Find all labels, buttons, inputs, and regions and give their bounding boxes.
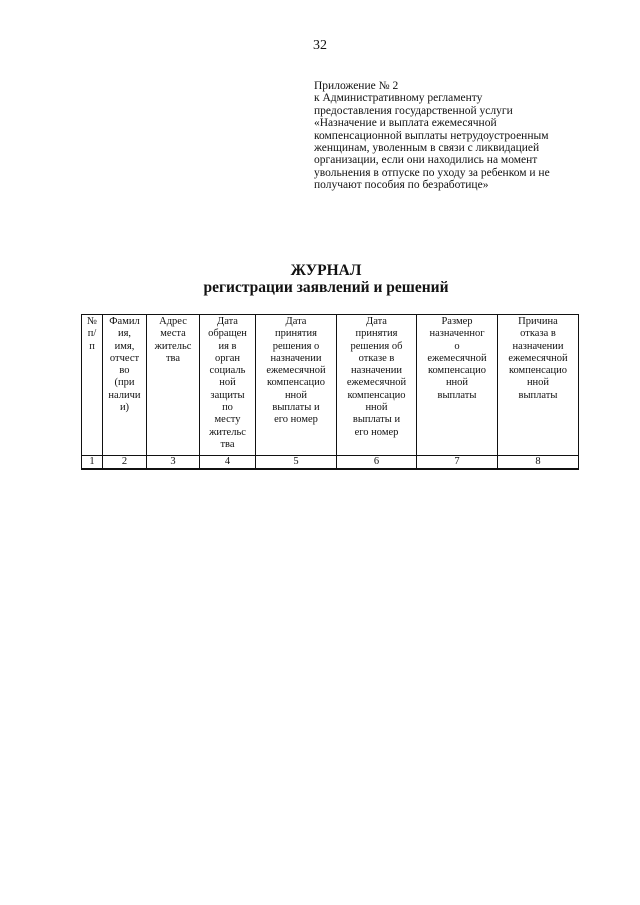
column-number: 4	[200, 456, 256, 470]
column-header-line: и)	[119, 402, 130, 414]
column-number: 1	[82, 456, 103, 470]
appendix-note	[314, 80, 604, 192]
column-header-line: Размер	[441, 316, 473, 327]
column-header-line: ежемесячной	[346, 377, 407, 389]
column-header-line: выплаты и	[352, 414, 401, 426]
column-header-line: ежемесячной	[427, 352, 487, 364]
column-header-line: о	[454, 340, 460, 352]
column-header-line: Дата	[217, 316, 238, 327]
column-header-line: выплаты	[437, 389, 477, 401]
column-header-line: принятия	[355, 328, 398, 340]
column-header-line: компенсацио	[427, 365, 487, 377]
column-header-line: назначении	[270, 352, 322, 364]
column-header-line: социаль	[209, 365, 246, 377]
column-header-line: Адрес	[159, 316, 187, 327]
column-header-line: решения о	[272, 340, 320, 352]
column-number: 5	[256, 456, 337, 470]
column-header-line: жительс	[154, 340, 192, 352]
column-header-line: (при	[114, 377, 135, 389]
column-header-line: ия,	[117, 328, 132, 340]
register-table	[81, 314, 579, 470]
column-header	[103, 315, 147, 456]
appendix-line: увольнения в отпуске по уходу за ребенком и не	[314, 166, 550, 179]
column-header-line: тва	[165, 352, 181, 364]
column-header-line: назначении	[512, 340, 564, 352]
column-header-line: ежемесячной	[266, 365, 326, 377]
column-header-line: компенсацио	[266, 377, 326, 389]
column-number: 2	[103, 456, 147, 470]
column-header-line: тва	[220, 438, 235, 450]
column-header-line: наличи	[108, 389, 141, 401]
column-header	[417, 315, 498, 456]
column-header	[200, 315, 256, 456]
column-header-line: №	[86, 316, 98, 327]
column-header-line: обращен	[208, 328, 247, 340]
column-header-line: отказа в	[520, 328, 556, 340]
column-header-line: выплаты и	[272, 402, 320, 414]
column-number: 7	[417, 456, 498, 470]
journal-heading	[0, 262, 640, 296]
column-header	[256, 315, 337, 456]
column-number-row	[82, 456, 579, 470]
column-header-line: имя,	[114, 340, 135, 352]
column-header-line: отчест	[109, 352, 140, 364]
column-header	[82, 315, 103, 456]
column-header-line: его номер	[274, 414, 318, 426]
column-header-line: Дата	[366, 316, 387, 327]
column-header-line: назначении	[350, 365, 403, 377]
page-number: 32	[313, 38, 327, 53]
journal-subtitle: регистрации заявлений и решений	[203, 279, 449, 296]
column-header-line: места	[160, 328, 186, 340]
column-header-line: орган	[214, 352, 241, 364]
appendix-line: компенсационной выплаты нетрудоустроенным	[314, 129, 549, 142]
appendix-line: организации, если они находились на момент	[314, 154, 538, 167]
column-header-line: во	[119, 365, 130, 377]
column-header-line: принятия	[275, 328, 317, 340]
appendix-line: предоставления государственной услуги	[314, 104, 513, 117]
column-header-line: Фамил	[109, 316, 140, 327]
table-header-row	[82, 315, 579, 456]
column-number: 3	[147, 456, 200, 470]
column-header-line: п	[89, 340, 95, 352]
column-header-line: ежемесячной	[508, 352, 568, 364]
appendix-line: женщинам, уволенным в связи с ликвидацией	[314, 142, 540, 155]
appendix-line: Приложение № 2	[314, 80, 399, 92]
column-header-line: назначенног	[429, 328, 485, 340]
column-header-line: нной	[445, 377, 469, 389]
column-number: 8	[498, 456, 579, 470]
appendix-line: к Административному регламенту	[314, 92, 483, 105]
column-header-line: защиты	[210, 389, 245, 401]
appendix-line: «Назначение и выплата ежемесячной	[314, 117, 497, 130]
column-header-line: ия в	[218, 340, 237, 352]
column-header	[498, 315, 579, 456]
column-header-line: компенсацио	[508, 365, 568, 377]
column-header-line: жительс	[209, 426, 246, 438]
column-number: 6	[337, 456, 417, 470]
column-header-line: компенсацио	[347, 389, 406, 401]
column-header	[337, 315, 417, 456]
journal-title: ЖУРНАЛ	[290, 262, 362, 279]
column-header-line: нной	[365, 402, 388, 414]
column-header-line: выплаты	[518, 389, 558, 401]
column-header-line: ной	[219, 377, 236, 389]
column-header-line: Причина	[518, 316, 558, 327]
column-header-line: отказе в	[358, 352, 395, 364]
column-header-line: месту	[214, 414, 241, 426]
column-header	[147, 315, 200, 456]
column-header-line: Дата	[285, 316, 307, 327]
column-header-line: по	[222, 402, 233, 414]
column-header-line: решения об	[350, 340, 403, 352]
column-header-line: его номер	[354, 426, 399, 438]
column-header-line: нной	[526, 377, 550, 389]
column-header-line: нной	[284, 389, 308, 401]
column-header-line: п/	[87, 328, 97, 340]
appendix-line: получают пособия по безработице»	[314, 179, 489, 192]
